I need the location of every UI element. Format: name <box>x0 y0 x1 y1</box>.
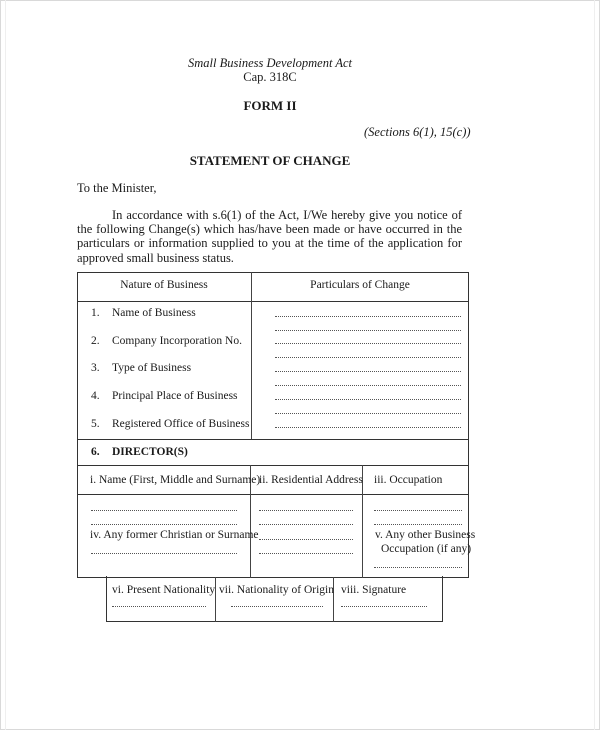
act-title: Small Business Development Act <box>188 56 352 70</box>
chapter-number: Cap. 318C <box>243 70 297 84</box>
residential-address-entry-line[interactable] <box>259 553 353 554</box>
form-number: FORM II <box>243 98 297 113</box>
other-occupation-label-line1: v. Any other Business <box>375 529 476 541</box>
present-nationality-label: vi. Present Nationality <box>112 584 216 596</box>
particulars-entry-line[interactable] <box>275 343 461 344</box>
row-number: 5. <box>91 418 100 430</box>
row-label: Registered Office of Business <box>112 418 250 430</box>
signature-label: viii. Signature <box>341 584 407 596</box>
directors-section-divider <box>77 465 469 466</box>
director-name-entry-line[interactable] <box>91 524 237 525</box>
notice-paragraph: In accordance with s.6(1) of the Act, I/We hereby give you notice of the following Change(s) which has/have been made or have occurred in the particulars or information supplied to you at the time of the application for approved small business status. <box>77 208 462 265</box>
present-nationality-entry-line[interactable] <box>112 606 206 607</box>
residential-address-entry-line[interactable] <box>259 539 353 540</box>
row-label: Type of Business <box>112 362 192 374</box>
directors-table <box>77 439 472 578</box>
column-header-particulars-of-change: Particulars of Change <box>310 279 410 291</box>
column-header-director-name: i. Name (First, Middle and Surname) <box>90 474 261 486</box>
particulars-entry-line[interactable] <box>275 316 461 317</box>
signature-table <box>106 576 443 622</box>
business-table <box>77 272 469 440</box>
residential-address-entry-line[interactable] <box>259 524 353 525</box>
directors-section-title: DIRECTOR(S) <box>112 446 188 458</box>
page-edge-right <box>594 0 595 730</box>
row-label: Company Incorporation No. <box>112 335 242 347</box>
row-number: 2. <box>91 335 100 347</box>
other-occupation-label-line2: Occupation (if any) <box>381 543 472 555</box>
particulars-entry-line[interactable] <box>275 399 461 400</box>
former-name-label: iv. Any former Christian or Surname <box>90 529 259 541</box>
sections-reference: (Sections 6(1), 15(c)) <box>364 125 471 139</box>
column-header-nature-of-business: Nature of Business <box>120 279 208 291</box>
statement-title: STATEMENT OF CHANGE <box>189 153 351 168</box>
former-name-entry-line[interactable] <box>91 553 237 554</box>
signature-entry-line[interactable] <box>341 606 427 607</box>
business-table-column-divider <box>251 272 252 440</box>
nationality-of-origin-entry-line[interactable] <box>231 606 323 607</box>
directors-header-divider <box>77 494 469 495</box>
other-occupation-entry-line[interactable] <box>374 567 462 568</box>
row-label: Name of Business <box>112 307 196 319</box>
row-number: 4. <box>91 390 100 402</box>
occupation-entry-line[interactable] <box>374 510 462 511</box>
occupation-entry-line[interactable] <box>374 524 462 525</box>
salutation: To the Minister, <box>77 181 157 195</box>
residential-address-entry-line[interactable] <box>259 510 353 511</box>
particulars-entry-line[interactable] <box>275 330 461 331</box>
column-header-residential-address: ii. Residential Address <box>259 474 363 486</box>
particulars-entry-line[interactable] <box>275 357 461 358</box>
particulars-entry-line[interactable] <box>275 385 461 386</box>
row-number: 3. <box>91 362 100 374</box>
column-header-occupation: iii. Occupation <box>374 474 443 486</box>
director-name-entry-line[interactable] <box>91 510 237 511</box>
row-number: 1. <box>91 307 100 319</box>
particulars-entry-line[interactable] <box>275 413 461 414</box>
particulars-entry-line[interactable] <box>275 371 461 372</box>
nationality-of-origin-label: vii. Nationality of Origin <box>219 584 334 596</box>
row-label: Principal Place of Business <box>112 390 238 402</box>
business-table-header-divider <box>77 301 469 302</box>
directors-section-number: 6. <box>91 446 100 458</box>
particulars-entry-line[interactable] <box>275 427 461 428</box>
